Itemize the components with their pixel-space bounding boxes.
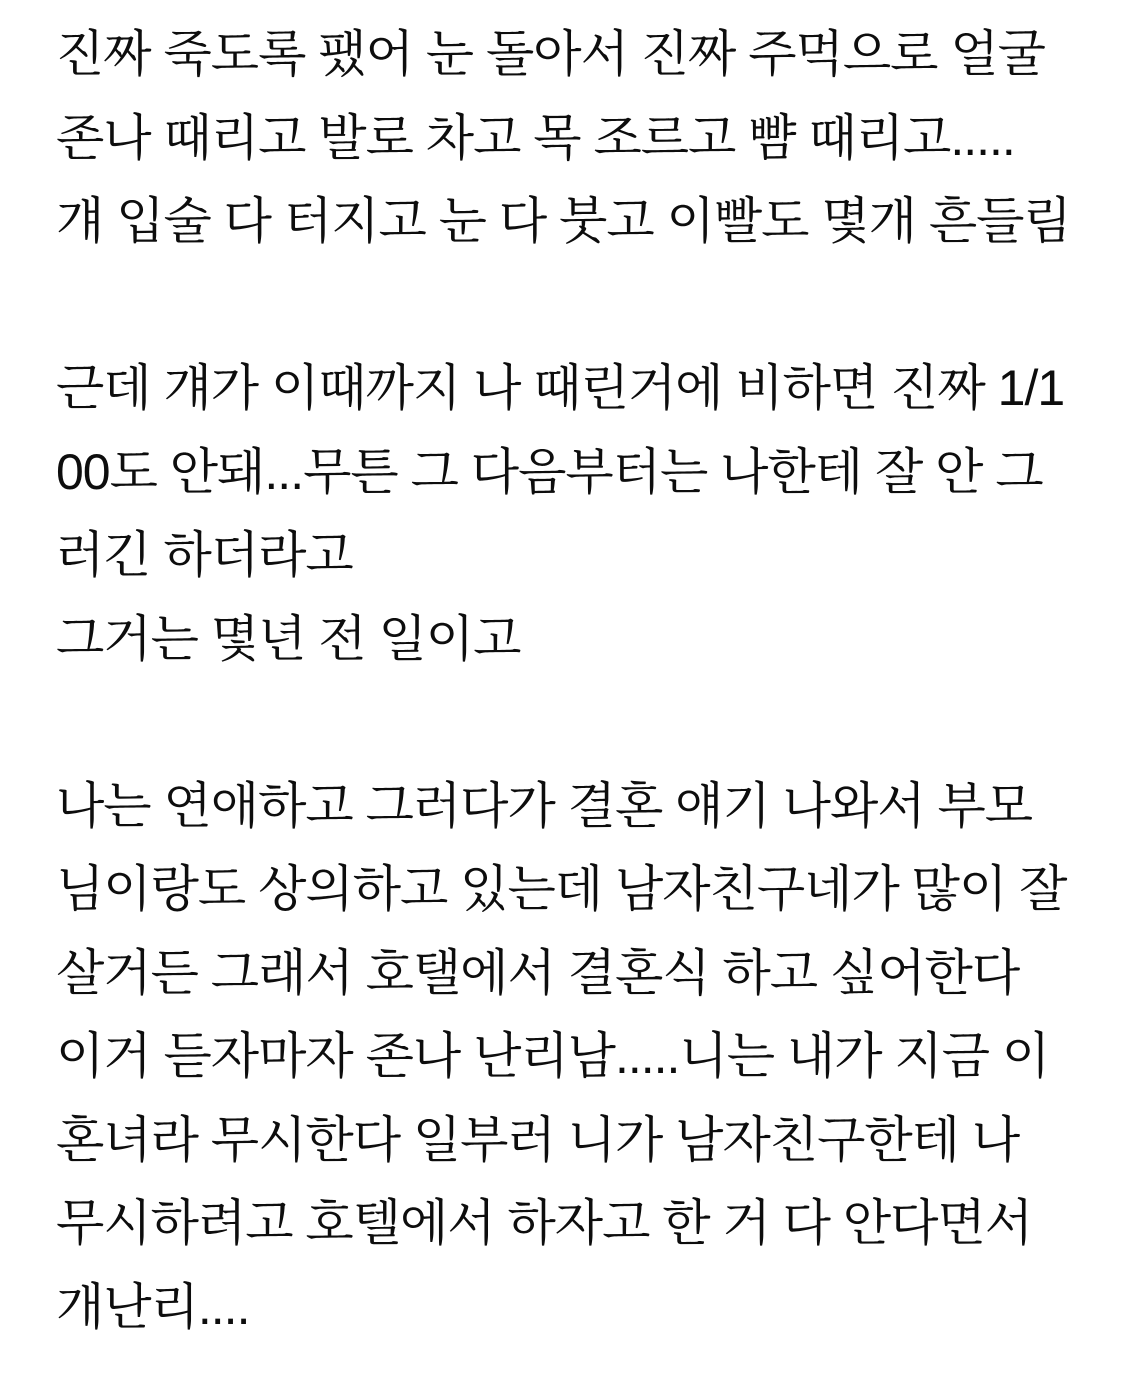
text-line: 그거는 몇년 전 일이고 [56,610,521,667]
text-line: 혼녀라 무시한다 일부러 니가 남자친구한테 나 [56,1111,1020,1168]
blank-line [56,264,1085,348]
text-line: 러긴 하더라고 [56,527,353,583]
text-line: 00도 안돼...무튼 그 다음부터는 나한테 잘 안 그 [56,443,1043,500]
text-line: 개난리.... [56,1278,250,1335]
text-line: 진짜 죽도록 팼어 눈 돌아서 진짜 주먹으로 얼굴 [56,26,1045,82]
text-line: 걔 입술 다 터지고 눈 다 붓고 이빨도 몇개 흔들림 [56,193,1071,249]
text-line: 존나 때리고 발로 차고 목 조르고 뺨 때리고..... [56,109,1015,166]
text-line: 나는 연애하고 그러다가 결혼 얘기 나와서 부모 [56,777,1033,834]
text-line: 무시하려고 호텔에서 하자고 한 거 다 안다면서 [56,1195,1033,1251]
blank-line [56,681,1085,765]
text-line: 님이랑도 상의하고 있는데 남자친구네가 많이 잘 [56,861,1067,917]
text-line: 살거든 그래서 호탤에서 결혼식 하고 싶어한다 [56,944,1020,1001]
text-line: 이거 듣자마자 존나 난리남.....니는 내가 지금 이 [56,1028,1050,1084]
text-line: 근데 걔가 이때까지 나 때린거에 비하면 진짜 1/1 [56,360,1065,416]
